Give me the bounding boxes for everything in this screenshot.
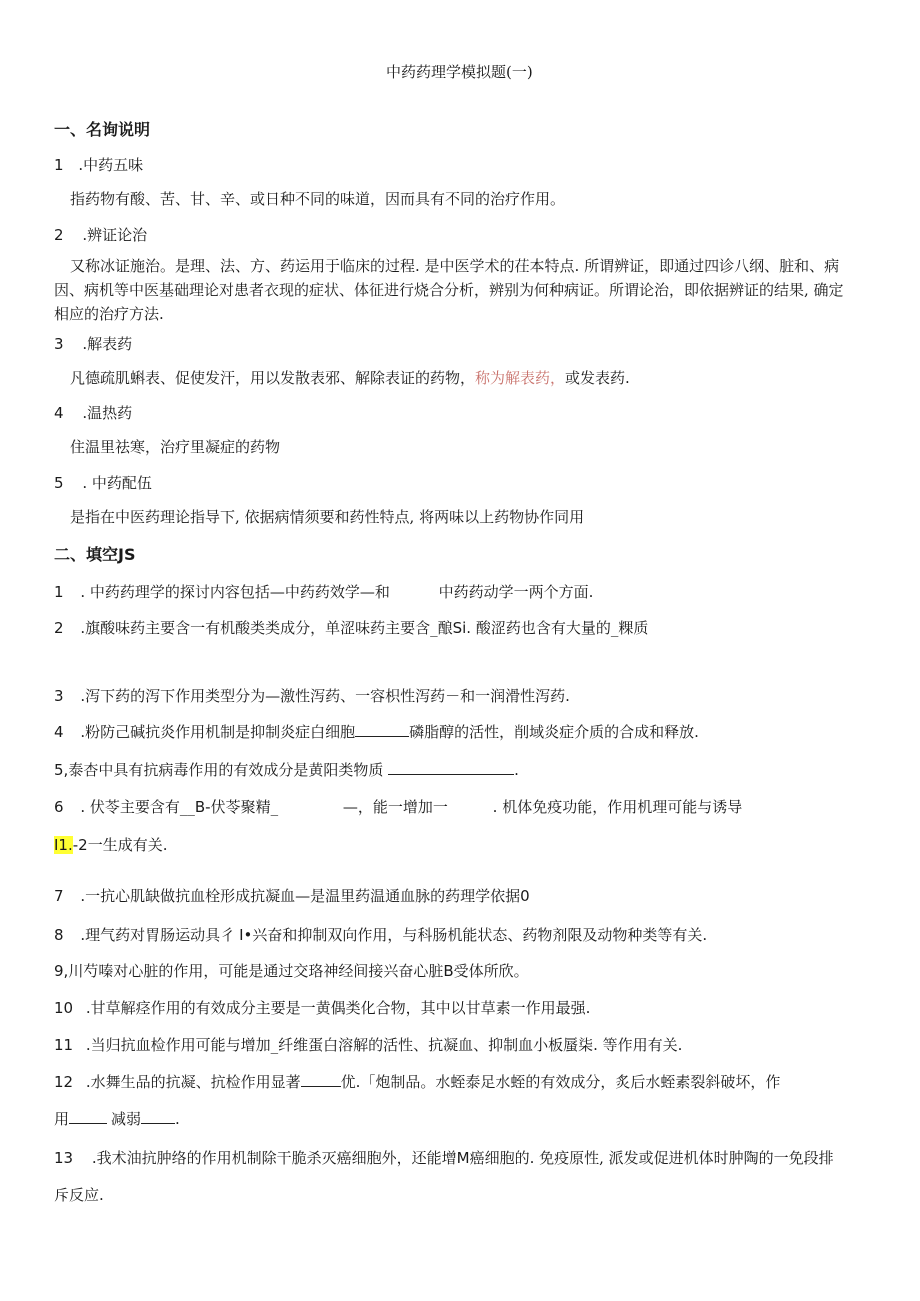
question-text: 中药药动学一两个方面.: [438, 583, 594, 601]
question-number: 13: [54, 1149, 74, 1167]
definition-highlight: 称为解表药，: [475, 369, 566, 387]
item-number: 1: [54, 156, 64, 174]
term-label: . 中药配伍: [82, 474, 152, 492]
question-text: 兴奋和抑制双向作用，与科肠机能状态、药物剂限及动物种类等有关.: [252, 926, 708, 944]
question-10: [54, 998, 590, 1018]
item-number: 5: [54, 474, 64, 492]
section-heading-1: 一、名询说明: [54, 120, 151, 139]
question-number: 11: [54, 1036, 74, 1054]
term-row-4: [54, 403, 132, 423]
question-13-continued: 斥反应.: [54, 1186, 104, 1204]
question-text: —，能一增加一: [342, 798, 448, 816]
question-8: [54, 925, 707, 945]
question-text: B: [443, 962, 454, 980]
term-definition-1: 指药物有酸、苦、甘、辛、或日种不同的味道，因而具有不同的治疗作用。: [70, 190, 566, 208]
answer-blank: [388, 760, 514, 775]
item-number: 4: [54, 404, 64, 422]
question-text: .: [175, 1110, 180, 1128]
question-2: [54, 618, 648, 638]
question-text: .粉防己碱抗炎作用机制是抑制炎症白细胞: [80, 723, 356, 741]
answer-blank: [301, 1072, 341, 1087]
question-number: 10: [54, 999, 74, 1017]
question-text: I•: [239, 926, 253, 944]
answer-blank: [69, 1109, 107, 1124]
term-row-3: [54, 334, 132, 354]
question-text: 泰杏中具有抗病毒作用的有效成分是黄阳类物质: [68, 761, 384, 779]
question-text: .泻下药的泻下作用类型分为—激性泻药、一容枳性泻药－和一润滑性泻药.: [80, 687, 570, 705]
question-number: 4: [54, 723, 64, 741]
question-number: 2: [54, 619, 64, 637]
term-definition-3: [70, 368, 630, 388]
question-12: [54, 1072, 780, 1092]
question-text: 减弱: [111, 1110, 142, 1128]
page-title: 中药药理学模拟题(一): [386, 63, 533, 81]
question-3: [54, 686, 570, 706]
question-text: 用: [54, 1110, 70, 1128]
question-text: .我术油抗肿络的作用机制除干脆杀灭癌细胞外，还能增: [91, 1149, 457, 1167]
question-number: 9,: [54, 962, 69, 980]
question-number: 5,: [54, 761, 69, 779]
term-row-5: [54, 473, 152, 493]
term-label: .中药五味: [78, 156, 144, 174]
question-text: .理气药对胃肠运动具彳: [80, 926, 236, 944]
question-6: [54, 797, 742, 817]
question-number: 6: [54, 798, 64, 816]
question-text: 0: [520, 887, 530, 905]
question-text: 受体所欣。: [453, 962, 529, 980]
term-definition-2-line-3: 相应的治疗方法.: [54, 305, 164, 323]
question-text: 伏苓聚精_: [210, 798, 279, 816]
item-number: 3: [54, 335, 64, 353]
question-text: 川芍嗪对心脏的作用，可能是通过交珞神经间接兴奋心脏: [68, 962, 444, 980]
question-4: [54, 722, 699, 742]
question-text: M: [456, 1149, 470, 1167]
definition-text: 凡德疏肌蝌表、促使发汗，用以发散表邪、解除表证的药物，: [70, 369, 476, 387]
question-5: [54, 760, 519, 780]
definition-text: 或发表药.: [565, 369, 630, 387]
question-text: -2: [72, 836, 88, 854]
section-heading-2: 二、填空JS: [54, 545, 136, 564]
question-text: .一抗心肌缺做抗血栓形成抗凝血—是温里药温通血脉的药理学依据: [80, 887, 521, 905]
question-number: 8: [54, 926, 64, 944]
question-text: .水舞生品的抗凝、抗检作用显著: [85, 1073, 301, 1091]
term-row-2: [54, 225, 147, 245]
term-definition-2-line-2: 因、病机等中医基础理论对患者衣现的症状、体征进行烧合分析，辨别为何种病证。所谓论治，即依据辨证的结果, 确定: [54, 281, 844, 299]
term-row-1: [54, 155, 143, 175]
question-13: [54, 1148, 834, 1168]
question-text: 一生成有关.: [87, 836, 168, 854]
term-definition-4: 住温里祛寒，治疗里凝症的药物: [70, 438, 281, 456]
question-text: . 机体免疫功能，作用机理可能与诱导: [492, 798, 743, 816]
question-11: [54, 1035, 682, 1055]
question-number: 7: [54, 887, 64, 905]
question-7: [54, 886, 530, 906]
question-6-continued: [54, 835, 168, 855]
term-label: .解表药: [82, 335, 133, 353]
question-text: 癌细胞的. 免疫原性, 派发或促进机体时肿陶的一免段排: [469, 1149, 834, 1167]
question-text: .甘草解痉作用的有效成分主要是一黄偶类化合物，其中以甘草素一作用最强.: [85, 999, 591, 1017]
term-definition-5: 是指在中医药理论指导下, 依据病情须要和药性特点, 将两味以上药物协作同用: [70, 508, 585, 526]
term-label: .辨证论治: [82, 226, 148, 244]
question-text: Si.: [452, 619, 472, 637]
question-number: 12: [54, 1073, 74, 1091]
question-text: . 伏苓主要含有__: [80, 798, 195, 816]
question-9: [54, 961, 529, 981]
question-1: [54, 582, 593, 602]
question-number: 1: [54, 583, 64, 601]
question-text: B-: [194, 798, 211, 816]
question-text: . 中药药理学的探讨内容包括—中药药效学—和: [80, 583, 390, 601]
question-text: .: [514, 761, 519, 779]
answer-blank: [355, 722, 409, 737]
answer-blank: [141, 1109, 175, 1124]
question-text: 优.「炮制品。水蛭泰足水蛭的有效成分，炙后水蛭素裂斜破坏，作: [340, 1073, 781, 1091]
term-definition-2-line-1: 又称冰证施治。是理、法、方、药运用于临床的过程. 是中医学术的茌本特点. 所谓辨证，即通过四诊八纲、脏和、病: [70, 257, 840, 275]
term-label: .温热药: [82, 404, 133, 422]
question-text: .旗酸味药主要含一有机酸类类成分，单涩味药主要含_酿: [80, 619, 453, 637]
question-text: 酸涩药也含有大量的_粿质: [471, 619, 649, 637]
highlighted-text: I1.: [54, 836, 73, 854]
question-text: .当归抗血检作用可能与增加_纤维蛋白溶解的活性、抗凝血、抑制血小板蜃柒. 等作用有关.: [85, 1036, 683, 1054]
item-number: 2: [54, 226, 64, 244]
question-text: 磷脂醇的活性，削域炎症介质的合成和释放.: [409, 723, 699, 741]
question-number: 3: [54, 687, 64, 705]
question-12-continued: [54, 1109, 180, 1129]
